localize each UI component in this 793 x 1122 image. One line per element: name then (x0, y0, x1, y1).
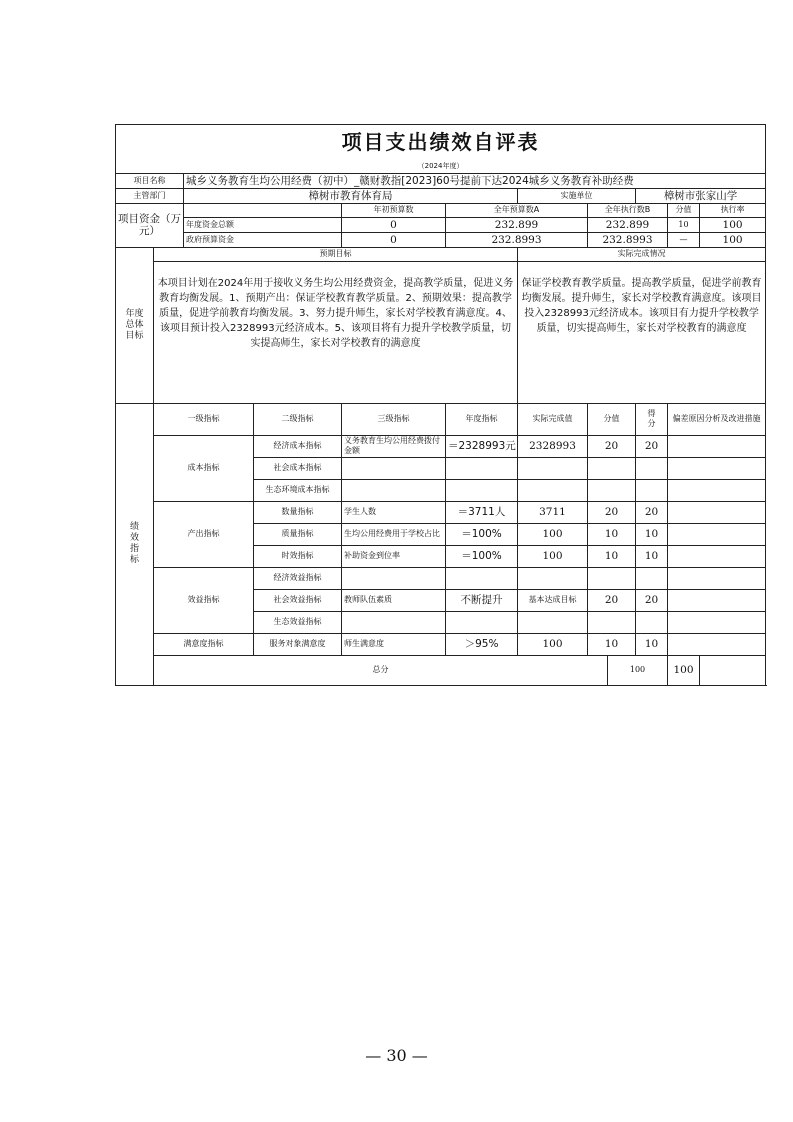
header-level1: 一级指标 (154, 403, 254, 435)
header-weight: 分值 (588, 403, 636, 435)
economic-cost-score: 20 (636, 435, 668, 457)
actual-completion-text: 保证学校教育教学质量。提高教学质量，促进学前教育均衡发展。提升师生，家长对学校教育满意度。该项目投入2328993元经济成本。该项目有力提升学校教学质量，切实提高师生，家长对学校教育的满意度 (518, 261, 766, 403)
expected-goal-header: 预期目标 (154, 247, 518, 261)
funds-row-rate: 100 (700, 217, 766, 232)
quality-indicator: 质量指标 (254, 523, 342, 545)
header-actual-value: 实际完成值 (518, 403, 588, 435)
benefit-indicator: 效益指标 (154, 567, 254, 633)
funds-row-rate: 100 (700, 232, 766, 247)
funds-row-annual: 232.8993 (446, 232, 588, 247)
funds-row-initial: 0 (342, 217, 446, 232)
satisfaction-target: ＞95% (446, 633, 518, 655)
performance-self-evaluation-form (115, 124, 762, 686)
social-cost-indicator: 社会成本指标 (254, 457, 342, 479)
header-score: 得分 (636, 403, 668, 435)
quality-target: ＝100% (446, 523, 518, 545)
header-level3: 三级指标 (342, 403, 446, 435)
funds-header-blank (184, 203, 342, 217)
social-benefit-l3: 教师队伍素质 (342, 589, 446, 611)
quality-score: 10 (636, 523, 668, 545)
funds-header-initial: 年初预算数 (342, 203, 446, 217)
annual-goal-label: 年度总体目标 (116, 247, 154, 403)
social-benefit-actual: 基本达成目标 (518, 589, 588, 611)
cost-indicator: 成本指标 (154, 435, 254, 501)
expected-goal-text: 本项目计划在2024年用于接收义务生均公用经费资金，提高教学质量，促进义务教育均衡发展。1、预期产出：保证学校教育教学质量。2、预期效果：提高教学质量，促进学前教育均衡发展。3、努力提升师生，家长对学校教育满意度。4、该项目预计投入2328993元经济成本。5、该项目将有力提升学校教学质量，切实提高师生，家长对学校教育的满意度 (154, 261, 518, 403)
department-value: 樟树市教育体育局 (184, 188, 518, 203)
funds-header-executed: 全年执行数B (588, 203, 668, 217)
quantity-l3: 学生人数 (342, 501, 446, 523)
page-number: — 30 — (365, 1046, 428, 1065)
project-name-value: 城乡义务教育生均公用经费（初中）_赣财教指[2023]60号提前下达2024城乡义务教育补助经费 (184, 173, 766, 188)
quantity-target: ＝3711人 (446, 501, 518, 523)
economic-cost-l3: 义务教育生均公用经费拨付金额 (342, 435, 446, 457)
header-deviation-reason: 偏差原因分析及改进措施 (668, 403, 766, 435)
header-level2: 二级指标 (254, 403, 342, 435)
year-label: （2024年度） (116, 159, 766, 173)
quality-actual: 100 (518, 523, 588, 545)
service-satisfaction-indicator: 服务对象满意度 (254, 633, 342, 655)
satisfaction-weight: 10 (588, 633, 636, 655)
page-title: 项目支出绩效自评表 (116, 125, 766, 160)
eco-cost-indicator: 生态环境成本指标 (254, 479, 342, 501)
department-label: 主管部门 (116, 188, 184, 203)
implementing-unit-label: 实施单位 (518, 188, 636, 203)
funds-header-rate: 执行率 (700, 203, 766, 217)
economic-benefit-indicator: 经济效益指标 (254, 567, 342, 589)
quantity-score: 20 (636, 501, 668, 523)
funds-row-weight: 10 (668, 217, 700, 232)
funds-row-name: 年度资金总额 (184, 217, 342, 232)
social-benefit-target: 不断提升 (446, 589, 518, 611)
economic-cost-actual: 2328993 (518, 435, 588, 457)
economic-cost-weight: 20 (588, 435, 636, 457)
social-benefit-weight: 20 (588, 589, 636, 611)
output-indicator: 产出指标 (154, 501, 254, 567)
evaluation-table (115, 124, 766, 686)
quality-weight: 10 (588, 523, 636, 545)
total-weight: 100 (608, 655, 668, 685)
funds-row-executed: 232.8993 (588, 232, 668, 247)
quantity-weight: 20 (588, 501, 636, 523)
social-benefit-indicator: 社会效益指标 (254, 589, 342, 611)
economic-cost-target: ＝2328993元 (446, 435, 518, 457)
satisfaction-actual: 100 (518, 633, 588, 655)
implementing-unit-value: 樟树市张家山学 (636, 188, 766, 203)
quality-l3: 生均公用经费用于学校占比 (342, 523, 446, 545)
timeliness-weight: 10 (588, 545, 636, 567)
performance-indicator-label: 绩效指标 (116, 403, 154, 685)
satisfaction-score: 10 (636, 633, 668, 655)
funds-label: 项目资金（万元） (116, 203, 184, 247)
actual-completion-header: 实际完成情况 (518, 247, 766, 261)
total-score: 100 (668, 655, 700, 685)
quantity-actual: 3711 (518, 501, 588, 523)
funds-row-annual: 232.899 (446, 217, 588, 232)
satisfaction-l3: 师生满意度 (342, 633, 446, 655)
header-annual-target: 年度指标 (446, 403, 518, 435)
funds-row-name: 政府预算资金 (184, 232, 342, 247)
eco-benefit-indicator: 生态效益指标 (254, 611, 342, 633)
economic-cost-indicator: 经济成本指标 (254, 435, 342, 457)
funds-row-weight: — (668, 232, 700, 247)
funds-header-annual: 全年预算数A (446, 203, 588, 217)
total-label: 总分 (154, 655, 608, 685)
social-benefit-score: 20 (636, 589, 668, 611)
timeliness-score: 10 (636, 545, 668, 567)
timeliness-target: ＝100% (446, 545, 518, 567)
funds-row-executed: 232.899 (588, 217, 668, 232)
timeliness-l3: 补助资金到位率 (342, 545, 446, 567)
funds-header-weight: 分值 (668, 203, 700, 217)
quantity-indicator: 数量指标 (254, 501, 342, 523)
satisfaction-indicator: 满意度指标 (154, 633, 254, 655)
timeliness-indicator: 时效指标 (254, 545, 342, 567)
project-name-label: 项目名称 (116, 173, 184, 188)
timeliness-actual: 100 (518, 545, 588, 567)
economic-cost-reason (668, 435, 766, 457)
funds-row-initial: 0 (342, 232, 446, 247)
